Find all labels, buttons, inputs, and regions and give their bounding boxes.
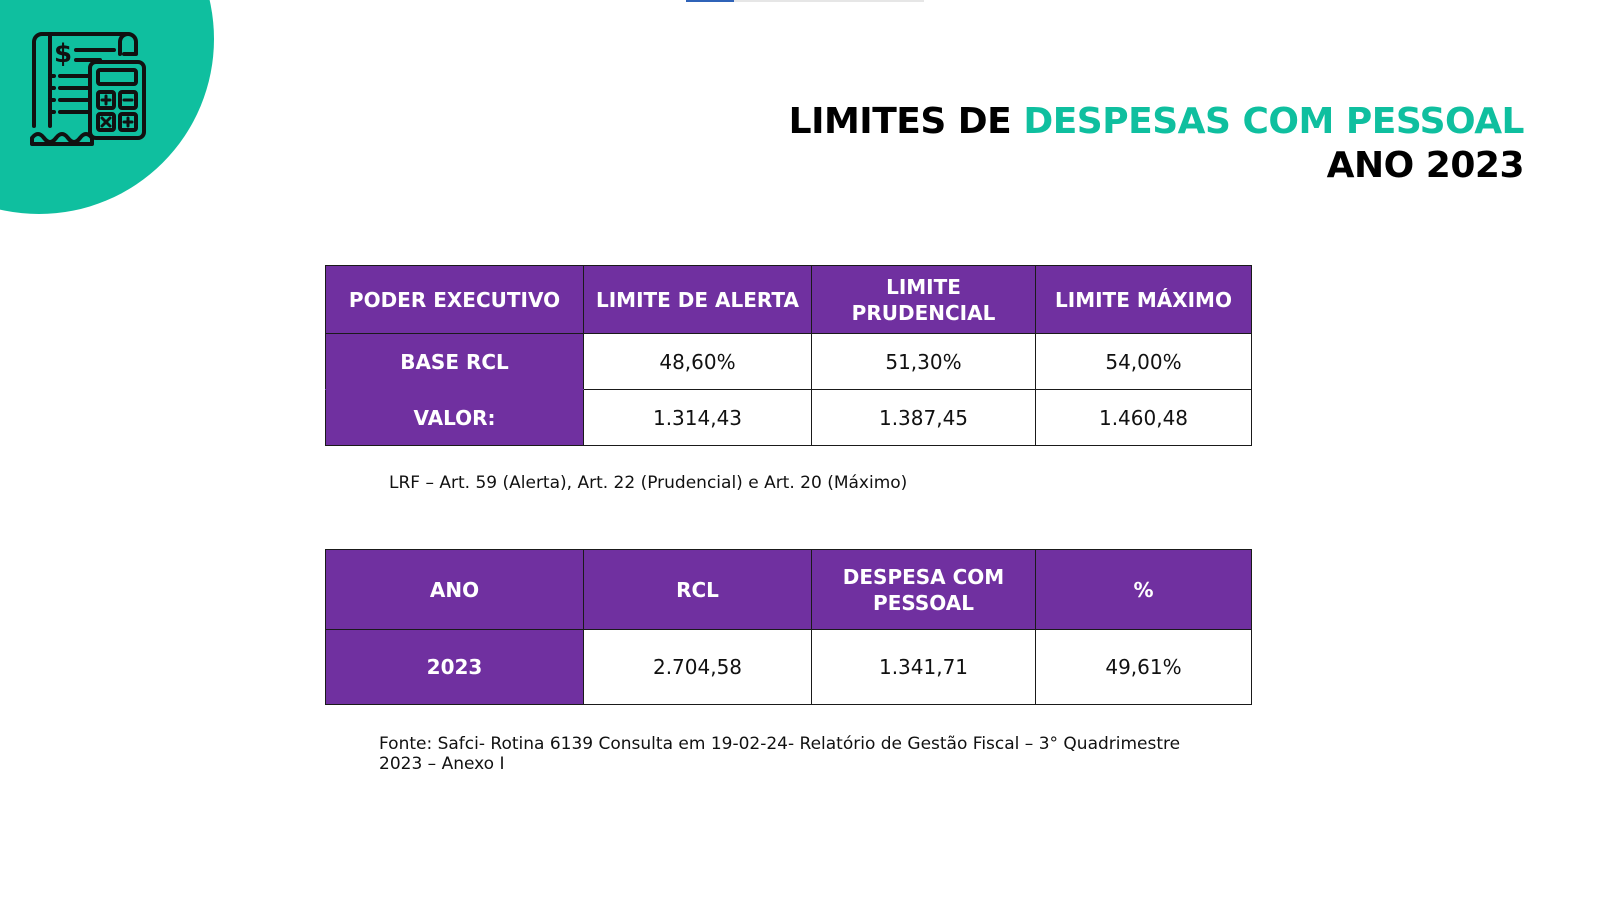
expense-header-cell: %	[1036, 550, 1252, 630]
table-cell: 54,00%	[1036, 334, 1252, 390]
limits-header-cell: LIMITE PRUDENCIAL	[812, 266, 1036, 334]
title-highlight: DESPESAS COM PESSOAL	[1023, 101, 1524, 142]
table-cell: 1.460,48	[1036, 390, 1252, 446]
table-cell: 48,60%	[584, 334, 812, 390]
limits-header-cell: LIMITE DE ALERTA	[584, 266, 812, 334]
page-title	[789, 100, 1524, 188]
table-cell: 1.387,45	[812, 390, 1036, 446]
expense-header-cell: RCL	[584, 550, 812, 630]
expense-header-cell: DESPESA COM PESSOAL	[812, 550, 1036, 630]
source-note: Fonte: Safci- Rotina 6139 Consulta em 19-02-24- Relatório de Gestão Fiscal – 3° Quadrimestre 2023 – Anexo I	[379, 734, 1181, 774]
table-row	[326, 334, 1252, 390]
expense-header-cell: ANO	[326, 550, 584, 630]
title-line-2: ANO 2023	[1326, 145, 1524, 186]
limits-header-row	[326, 266, 1252, 334]
table-cell: 49,61%	[1036, 630, 1252, 705]
receipt-calculator-icon	[28, 28, 152, 152]
table-cell: 51,30%	[812, 334, 1036, 390]
title-line-1	[789, 100, 1524, 144]
table-row	[326, 630, 1252, 705]
svg-text:$: $	[54, 39, 73, 69]
limits-note: LRF – Art. 59 (Alerta), Art. 22 (Prudencial) e Art. 20 (Máximo)	[389, 473, 908, 493]
expense-header-row	[326, 550, 1252, 630]
limits-header-cell: PODER EXECUTIVO	[326, 266, 584, 334]
top-progress-bar	[686, 0, 924, 2]
table-cell: 2.704,58	[584, 630, 812, 705]
row-label: BASE RCL	[326, 334, 584, 390]
limits-header-cell: LIMITE MÁXIMO	[1036, 266, 1252, 334]
table-cell: 1.341,71	[812, 630, 1036, 705]
table-row	[326, 390, 1252, 446]
row-label: 2023	[326, 630, 584, 705]
expense-table	[325, 549, 1252, 705]
row-label: VALOR:	[326, 390, 584, 446]
title-prefix: LIMITES DE	[788, 101, 1012, 142]
limits-table	[325, 265, 1252, 446]
table-cell: 1.314,43	[584, 390, 812, 446]
top-progress-segment	[686, 0, 734, 2]
